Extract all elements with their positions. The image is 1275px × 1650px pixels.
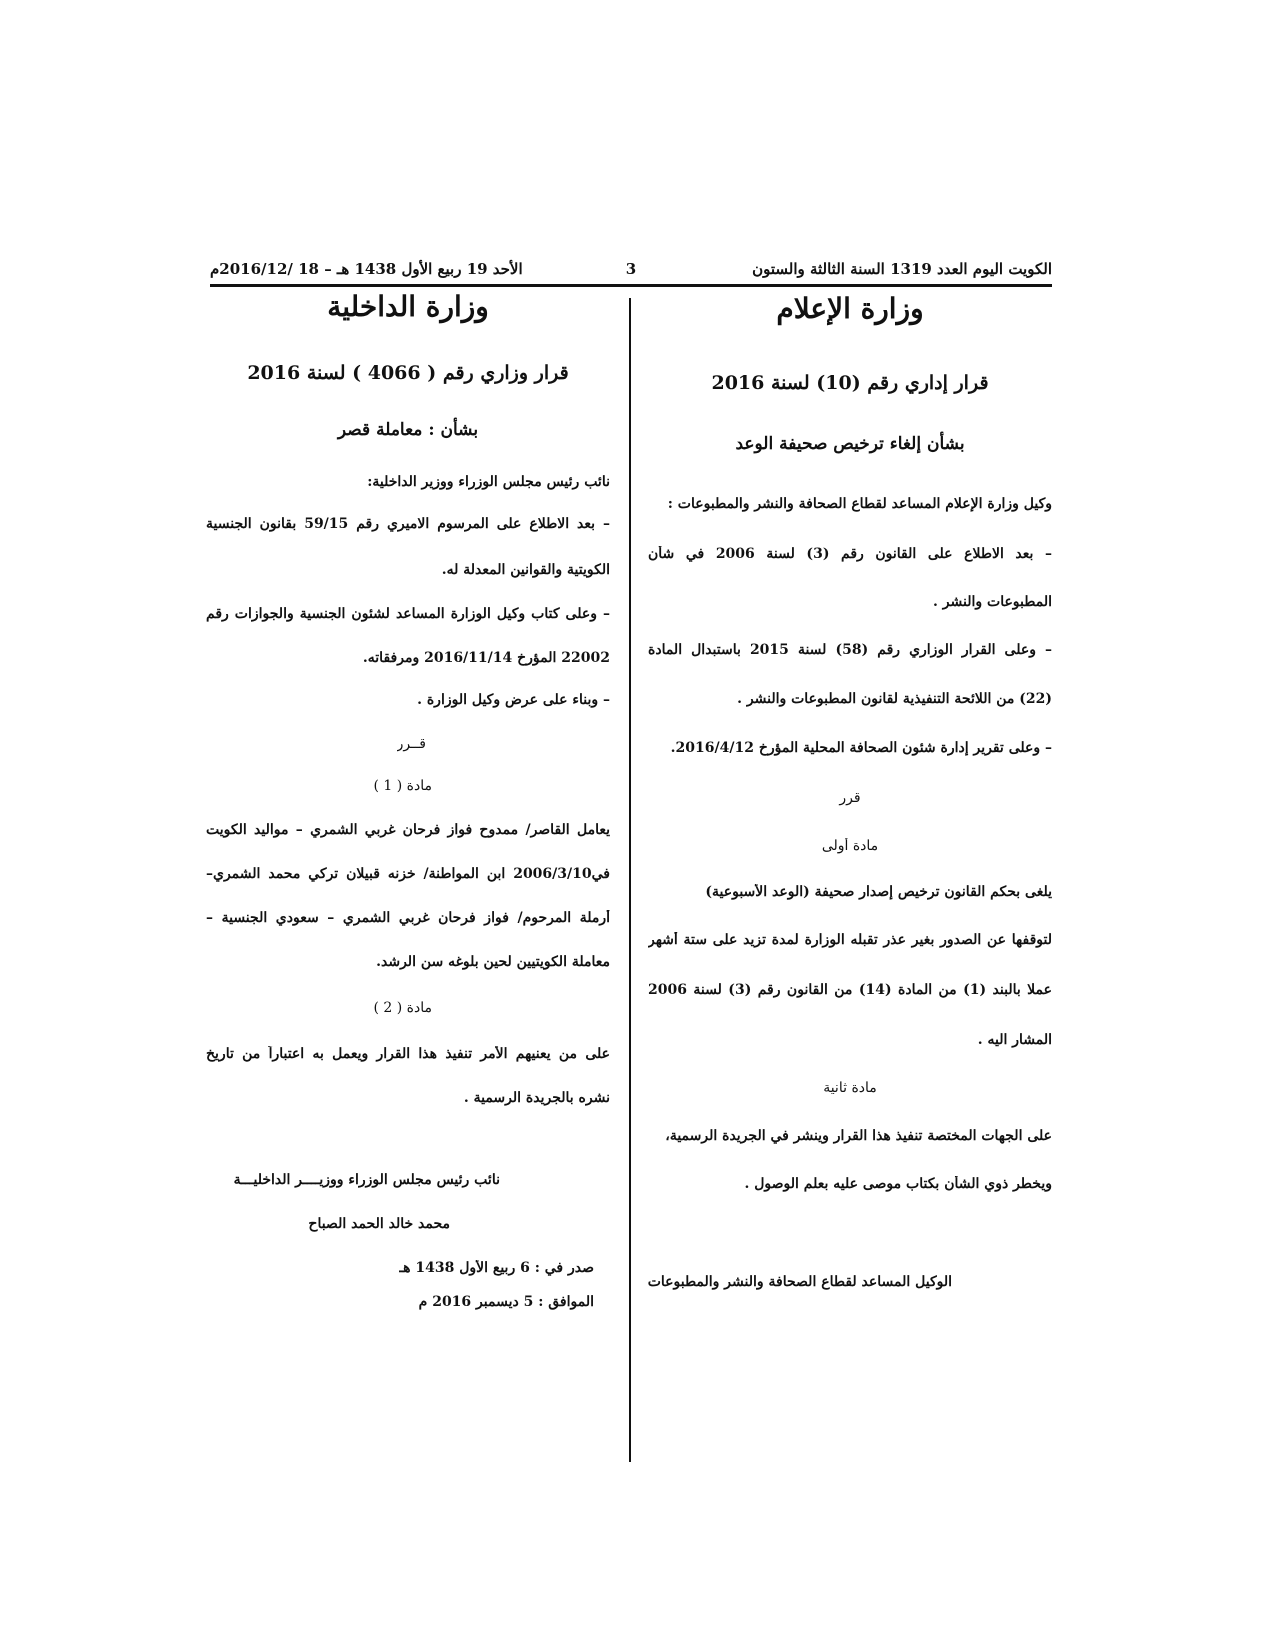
column-divider xyxy=(629,298,631,1462)
page-header xyxy=(210,258,1052,286)
article-line: أرملة المرحوم/ فواز فرحان غربي الشمري – سعودي الجنسية – xyxy=(206,910,610,926)
recital-line: – بعد الاطلاع على المرسوم الاميري رقم 59/15 بقانون الجنسية xyxy=(206,516,610,532)
article-line: لتوقفها عن الصدور بغير عذر تقبله الوزارة لمدة تزيد على ستة أشهر xyxy=(648,932,1052,948)
recital-line: – وعلى تقرير إدارة شئون الصحافة المحلية المؤرخ 2016/4/12. xyxy=(670,740,1052,756)
article-line: نشره بالجريدة الرسمية . xyxy=(463,1090,610,1106)
header-date: الأحد 19 ربيع الأول 1438 هـ – 18 /2016/12م xyxy=(210,260,523,278)
signature-name: محمد خالد الحمد الصباح xyxy=(308,1216,450,1232)
article-line: ويخطر ذوي الشأن بكتاب موصى عليه بعلم الوصول . xyxy=(744,1176,1052,1192)
decided-heading: قــرر xyxy=(396,736,426,752)
decree-subject: بشأن : معاملة قصر xyxy=(337,420,479,440)
decided-heading: قرر xyxy=(839,790,861,806)
signature-title: نائب رئيس مجلس الوزراء ووزيــــر الداخليـــة xyxy=(233,1172,500,1188)
recital-line: المطبوعات والنشر . xyxy=(933,594,1052,610)
article-heading: مادة ( 1 ) xyxy=(373,778,432,794)
issuer-line: وكيل وزارة الإعلام المساعد لقطاع الصحافة والنشر والمطبوعات : xyxy=(667,496,1052,512)
decree-title: قرار إداري رقم (10) لسنة 2016 xyxy=(711,372,989,394)
article-line: معاملة الكويتيين لحين بلوغه سن الرشد. xyxy=(376,954,610,970)
article-heading: مادة أولى xyxy=(821,838,879,854)
recital-line: – وعلى القرار الوزاري رقم (58) لسنة 2015 باستبدال المادة xyxy=(648,642,1052,658)
article-heading: مادة ثانية xyxy=(823,1080,877,1096)
issued-date: صدر في : 6 ربيع الأول 1438 هـ xyxy=(399,1260,594,1276)
article-line: عملا بالبند (1) من المادة (14) من القانون رقم (3) لسنة 2006 xyxy=(648,982,1052,998)
article-line: على من يعنيهم الأمر تنفيذ هذا القرار ويعمل به اعتباراً من تاريخ xyxy=(206,1046,610,1062)
issuer-line: نائب رئيس مجلس الوزراء ووزير الداخلية: xyxy=(367,474,610,490)
recital-line: – بعد الاطلاع على القانون رقم (3) لسنة 2006 في شأن xyxy=(648,546,1052,562)
header-issue-info: الكويت اليوم العدد 1319 السنة الثالثة والستون xyxy=(752,260,1052,278)
page-number: 3 xyxy=(625,260,637,278)
article-line: المشار اليه . xyxy=(977,1032,1052,1048)
recital-line: 22002 المؤرخ 2016/11/14 ومرفقاته. xyxy=(362,650,610,666)
decree-title: قرار وزاري رقم ( 4066 ) لسنة 2016 xyxy=(247,362,569,384)
recital-line: الكويتية والقوانين المعدلة له. xyxy=(441,562,610,578)
header-rule xyxy=(210,284,1052,287)
recital-line: – وبناء على عرض وكيل الوزارة . xyxy=(417,692,610,708)
article-line: يعامل القاصر/ ممدوح فواز فرحان غربي الشمري – مواليد الكويت xyxy=(206,822,610,838)
article-line: يلغى بحكم القانون ترخيص إصدار صحيفة (الوعد الأسبوعية) xyxy=(705,884,1052,900)
signature-title: الوكيل المساعد لقطاع الصحافة والنشر والمطبوعات xyxy=(647,1274,952,1290)
decree-subject: بشأن إلغاء ترخيص صحيفة الوعد xyxy=(735,434,965,454)
article-line: في2006/3/10 ابن المواطنة/ خزنه قبيلان تركي محمد الشمري– xyxy=(206,866,610,882)
ministry-title: وزارة الإعلام xyxy=(776,292,924,325)
article-heading: مادة ( 2 ) xyxy=(373,1000,432,1016)
recital-line: (22) من اللائحة التنفيذية لقانون المطبوعات والنشر . xyxy=(737,691,1052,707)
article-line: على الجهات المختصة تنفيذ هذا القرار وينشر في الجريدة الرسمية، xyxy=(665,1128,1052,1144)
recital-line: – وعلى كتاب وكيل الوزارة المساعد لشئون الجنسية والجوازات رقم xyxy=(206,606,610,622)
corresponding-date: الموافق : 5 ديسمبر 2016 م xyxy=(418,1294,594,1310)
ministry-title: وزارة الداخلية xyxy=(327,290,489,323)
